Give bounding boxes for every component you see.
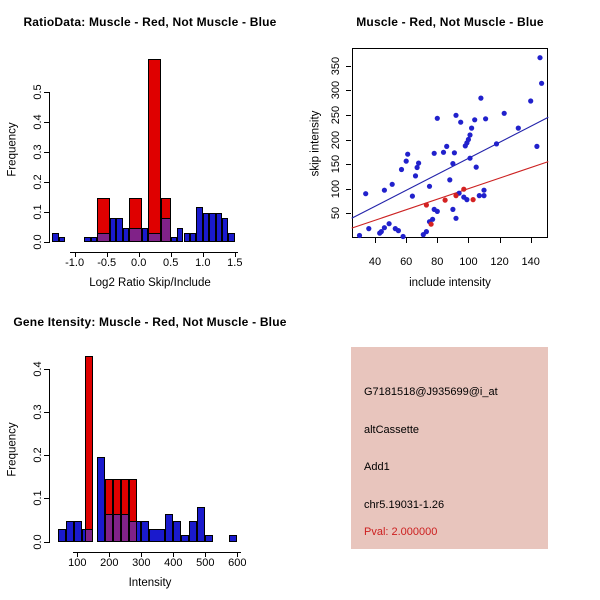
probe-id-text: G7181518@J935699@i_at [364, 386, 498, 398]
hist-bar-notmuscle [165, 514, 173, 542]
y-axis-tick [44, 212, 49, 213]
hist-bar-overlap [148, 233, 161, 242]
x-tick-label: 1.5 [227, 257, 243, 269]
scatter-point-blue [528, 98, 533, 103]
scatter-point-blue [363, 191, 368, 196]
hist-bar-notmuscle [205, 535, 213, 542]
chart-title: Muscle - Red, Not Muscle - Blue [356, 15, 544, 29]
x-tick-label: -1.0 [65, 257, 85, 269]
scatter-point-blue [481, 188, 486, 193]
hist-bar-notmuscle [66, 521, 74, 542]
scatter-canvas [300, 0, 600, 300]
scatter-point-blue [534, 144, 539, 149]
scatter-point-blue [424, 229, 429, 234]
y-axis-label: Frequency [6, 122, 19, 177]
scatter-point-blue [481, 193, 486, 198]
scatter-point-blue [413, 173, 418, 178]
pval-text: Pval: 2.000000 [364, 526, 438, 538]
scatter-point-blue [404, 159, 409, 164]
scatter-point-blue [537, 55, 542, 60]
x-tick-label: 100 [459, 256, 478, 268]
scatter-point-blue [357, 233, 362, 238]
y-tick-label: 50 [330, 207, 342, 220]
scatter-point-blue [539, 81, 544, 86]
hist-bar-overlap [121, 514, 129, 542]
y-tick-label: 0.2 [32, 447, 44, 463]
hist-bar-notmuscle [173, 521, 181, 542]
x-tick-label: 40 [368, 256, 382, 268]
hist-bar-notmuscle [58, 529, 66, 542]
scatter-point-blue [399, 167, 404, 172]
scatter-point-blue [483, 116, 488, 121]
y-tick-label: 0.1 [32, 490, 44, 507]
y-axis-label: skip intensity [309, 110, 322, 177]
hist-bar-muscle [148, 59, 161, 241]
scatter-point-blue [464, 197, 469, 202]
y-axis-tick [44, 412, 49, 413]
y-axis-tick [44, 92, 49, 93]
hist-bar-notmuscle [229, 535, 237, 542]
y-tick-label: 0.0 [32, 234, 44, 250]
scatter-point-blue [452, 150, 457, 155]
fit-line-red [352, 162, 549, 229]
scatter-point-red [429, 222, 434, 227]
scatter-point-blue [458, 120, 463, 125]
chart-title: RatioData: Muscle - Red, Not Muscle - Blue [23, 15, 277, 29]
x-axis-tick [203, 252, 204, 257]
locus-text: chr5.19031-1.26 [364, 499, 445, 511]
x-axis-line [73, 552, 241, 553]
scatter-point-red [443, 198, 448, 203]
scatter-point-blue [453, 216, 458, 221]
scatter-point-blue [466, 137, 471, 142]
y-axis-tick [44, 455, 49, 456]
scatter-point-blue [382, 188, 387, 193]
hist-bar-overlap [129, 521, 137, 542]
x-tick-label: 500 [196, 557, 215, 569]
x-tick-label: 60 [400, 256, 413, 268]
y-tick-label: 0.1 [32, 204, 44, 220]
scatter-point-red [424, 202, 429, 207]
hist-bar-overlap [113, 514, 121, 542]
scatter-point-blue [447, 177, 452, 182]
hist-bar-notmuscle [149, 529, 165, 542]
y-tick-label: 100 [330, 179, 342, 198]
y-tick-label: 0.3 [32, 404, 44, 420]
scatter-point-blue [472, 117, 477, 122]
scatter-point-blue [502, 111, 507, 116]
hist-bar-notmuscle [190, 233, 196, 242]
fit-line-blue [352, 117, 549, 218]
x-tick-label: 400 [164, 557, 183, 569]
scatter-point-blue [366, 226, 371, 231]
scatter-point-blue [396, 228, 401, 233]
scatter-point-blue [450, 207, 455, 212]
scatter-point-red [461, 187, 466, 192]
x-axis-label: include intensity [409, 277, 491, 289]
panel-gene-info [300, 300, 600, 600]
scatter-point-blue [469, 126, 474, 131]
hist-bar-notmuscle [189, 521, 197, 542]
x-axis-tick [235, 252, 236, 257]
x-tick-label: 100 [68, 557, 87, 569]
y-tick-label: 350 [330, 56, 342, 75]
x-axis-tick [107, 252, 108, 257]
panel-gene-intensity-histogram [0, 300, 300, 600]
y-tick-label: 250 [330, 105, 342, 124]
y-tick-label: 0.5 [32, 84, 44, 100]
x-axis-label: Log2 Ratio Skip/Include [89, 277, 211, 289]
scatter-point-blue [453, 113, 458, 118]
x-axis-tick [171, 252, 172, 257]
x-tick-label: 1.0 [195, 257, 211, 269]
scatter-point-blue [382, 225, 387, 230]
x-tick-label: 120 [490, 256, 509, 268]
scatter-point-blue [401, 234, 406, 239]
scatter-point-red [471, 197, 476, 202]
x-axis-tick [75, 252, 76, 257]
x-axis-line [70, 252, 238, 253]
hist-bar-muscle [85, 356, 93, 542]
x-tick-label: 0.0 [131, 257, 147, 269]
scatter-point-blue [430, 217, 435, 222]
splice-type-text: altCassette [364, 424, 420, 436]
y-axis-line [49, 369, 50, 543]
x-axis-label: Intensity [128, 577, 172, 589]
x-axis-tick [139, 252, 140, 257]
y-axis-tick [44, 369, 49, 370]
y-axis-line [49, 92, 50, 243]
y-axis-tick [44, 498, 49, 499]
y-tick-label: 0.4 [32, 114, 44, 130]
y-axis-tick [44, 242, 49, 243]
y-tick-label: 150 [330, 154, 342, 174]
scatter-point-blue [474, 165, 479, 170]
scatter-point-blue [405, 152, 410, 157]
hist-bar-overlap [97, 233, 110, 242]
y-axis-label: Frequency [6, 422, 19, 477]
hist-bar-notmuscle [84, 237, 90, 242]
scatter-point-blue [478, 96, 483, 101]
y-tick-label: 200 [330, 130, 342, 149]
x-tick-label: 600 [228, 557, 247, 569]
x-tick-label: 140 [521, 256, 540, 268]
y-axis-tick [44, 122, 49, 123]
scatter-point-blue [432, 151, 437, 156]
hist-bar-notmuscle [74, 521, 82, 542]
y-tick-label: 0.4 [32, 360, 44, 377]
x-tick-label: 300 [132, 557, 151, 569]
hist-bar-notmuscle [141, 521, 149, 542]
scatter-point-blue [494, 141, 499, 146]
y-tick-label: 0.2 [32, 174, 44, 190]
scatter-point-blue [467, 156, 472, 161]
hist-bar-overlap [161, 218, 171, 242]
y-tick-label: 300 [330, 81, 342, 100]
scatter-point-blue [390, 182, 395, 187]
y-tick-label: 0.3 [32, 144, 44, 160]
hist-bar-overlap [105, 514, 113, 542]
hist-bar-overlap [85, 529, 93, 542]
x-tick-label: 80 [431, 256, 444, 268]
scatter-point-blue [450, 161, 455, 166]
scatter-point-blue [441, 150, 446, 155]
panel-intensity-scatter [300, 0, 600, 300]
scatter-point-blue [467, 132, 472, 137]
scatter-point-blue [387, 221, 392, 226]
scatter-point-blue [516, 126, 521, 131]
hist-bar-notmuscle [59, 237, 65, 242]
hist-bar-notmuscle [228, 233, 234, 242]
scatter-point-blue [435, 116, 440, 121]
x-tick-label: -0.5 [97, 257, 117, 269]
hist-bar-overlap [129, 228, 142, 242]
scatter-point-red [453, 193, 458, 198]
gene-name-text: Add1 [364, 461, 390, 473]
scatter-point-blue [435, 209, 440, 214]
info-box [351, 347, 548, 549]
panel-ratio-histogram [0, 0, 300, 300]
y-tick-label: 0.0 [32, 534, 44, 550]
scatter-point-blue [477, 193, 482, 198]
y-axis-tick [44, 542, 49, 543]
scatter-point-blue [416, 161, 421, 166]
y-axis-tick [44, 152, 49, 153]
x-tick-label: 0.5 [163, 257, 179, 269]
hist-bar-notmuscle [97, 457, 105, 541]
hist-bar-notmuscle [197, 507, 205, 542]
hist-bar-notmuscle [181, 535, 189, 542]
y-axis-tick [44, 182, 49, 183]
scatter-point-blue [410, 194, 415, 199]
scatter-point-blue [444, 144, 449, 149]
scatter-point-blue [427, 184, 432, 189]
chart-title: Gene Itensity: Muscle - Red, Not Muscle - Blue [13, 315, 287, 329]
x-tick-label: 200 [100, 557, 119, 569]
